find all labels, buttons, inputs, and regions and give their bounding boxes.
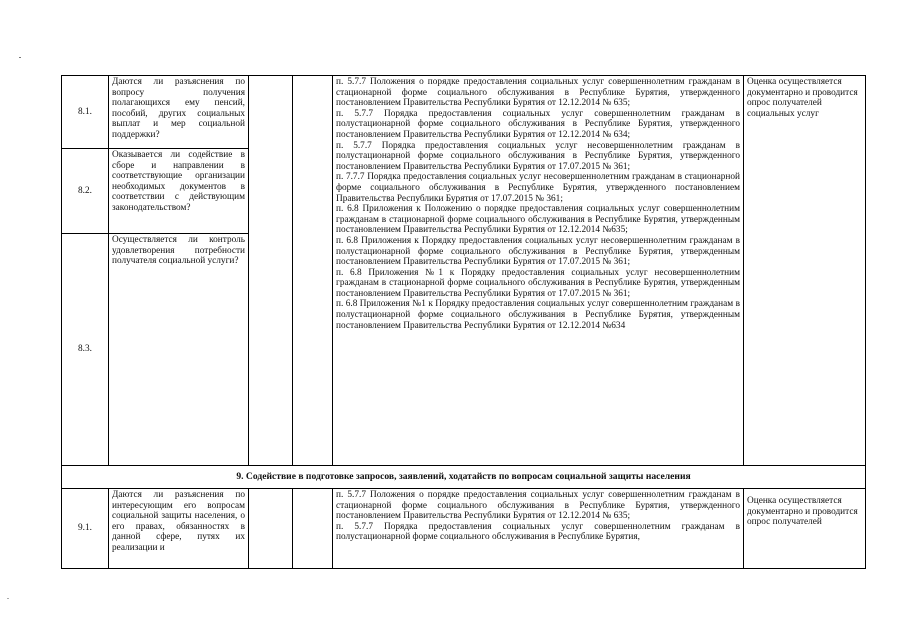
basis-item: п. 7.7.7 Порядка предоставления социальных услуг несовершеннолетним гражданам в стационарной форме социального обслуживания в Республике Бурятия, утвержденного постановлением Правительства Республики Бурятия от 17.07.2015 № 361; (336, 172, 740, 204)
basis-item: п. 6.8 Приложения №1 к Порядку предоставления социальных услуг совершеннолетним гражданам в полустационарной форме социального обслуживания в Республике Бурятия, утвержденным постановлением Правительства Республики Бурятия от 12.12.2014 №634 (336, 299, 740, 331)
table-row (62, 76, 866, 149)
empty-cell (293, 489, 333, 569)
basis-item: п. 6.8 Приложения к Положению о порядке предоставления социальных услуг совершеннолетним гражданам в стационарной форме социального обслуживания в Республике Бурятия, утвержденным постановлением Правительства Республики Бурятия от 12.12.2014 №635; (336, 204, 740, 236)
question-cell: Даются ли разъяснения по интересующим его вопросам социальной защиты населения, о его правах, обязанностях в данной сфере, путях их реализации и (109, 489, 249, 569)
basis-item: п. 5.7.7 Положения о порядке предоставления социальных услуг совершеннолетним гражданам в стационарной форме социального обслуживания в Республике Бурятия, утвержденного постановлением Правительства Республики Бурятия от 12.12.2014 № 635; (336, 490, 740, 522)
question-cell: Оказывается ли содействие в сборе и направлении в соответствующие организации необходимых документов в соответствии с действующим законодательством? (109, 149, 249, 234)
section-row (62, 466, 866, 489)
criteria-table (61, 75, 866, 569)
assessment-method-text: Оценка осуществляется документарно и проводится опрос получателей (747, 496, 858, 528)
basis-item: п. 6.8 Приложения №1 к Порядку предоставления социальных услуг несовершеннолетним гражданам в стационарной форме социального обслуживания в Республике Бурятия, утвержденным постановлением Правительства Республики Бурятия от 17.07.2015 № 361; (336, 267, 740, 299)
section-heading: 9. Содействие в подготовке запросов, заявлений, ходатайств по вопросам социальной защиты населения (62, 466, 866, 489)
scan-speck (7, 598, 9, 599)
question-cell: Даются ли разъяснения по вопросу получения полагающихся ему пенсий, пособий, других социальных выплат и мер социальной поддержки? (109, 76, 249, 149)
assessment-method-cell (744, 489, 866, 569)
legal-basis-cell (333, 489, 744, 569)
empty-cell (249, 76, 293, 466)
empty-cell (293, 76, 333, 466)
row-number: 8.1. (62, 76, 109, 149)
basis-item: п. 5.7.7 Положения о порядке предоставления социальных услуг совершеннолетним гражданам в стационарной форме социального обслуживания в Республике Бурятия, утвержденного постановлением Правительства Республики Бурятия от 12.12.2014 № 635; (336, 77, 740, 109)
basis-item: п. 5.7.7 Порядка предоставления социальных услуг несовершеннолетним гражданам в полустационарной форме социального обслуживания в Республике Бурятия, утвержденного постановлением Правительства Республики Бурятия от 17.07.2015 № 361; (336, 140, 740, 172)
legal-basis-cell (333, 76, 744, 466)
row-number: 9.1. (62, 489, 109, 569)
assessment-method-cell: Оценка осуществляется документарно и проводится опрос получателей социальных услуг (744, 76, 866, 466)
basis-item: п. 5.7.7 Порядка предоставления социальных услуг совершеннолетним гражданам в полустационарной форме социального обслуживания в Республике Бурятия, утвержденного постановлением Правительства Республики Бурятия от 12.12.2014 № 634; (336, 108, 740, 140)
basis-item: п. 6.8 Приложения к Порядку предоставления социальных услуг несовершеннолетним гражданам в полустационарной форме социального обслуживания в Республике Бурятия, утвержденным постановлением Правительства Республики Бурятия от 17.07.2015 № 361; (336, 235, 740, 268)
scan-speck (19, 57, 21, 58)
table-row (62, 489, 866, 569)
basis-item: п. 5.7.7 Порядка предоставления социальных услуг совершеннолетним гражданам в полустационарной форме социального обслуживания в Республике Бурятия, (336, 521, 740, 543)
row-number: 8.2. (62, 149, 109, 234)
empty-cell (249, 489, 293, 569)
question-cell: Осуществляется ли контроль удовлетворения потребности получателя социальной услуги? (109, 234, 249, 466)
row-number: 8.3. (62, 234, 109, 466)
